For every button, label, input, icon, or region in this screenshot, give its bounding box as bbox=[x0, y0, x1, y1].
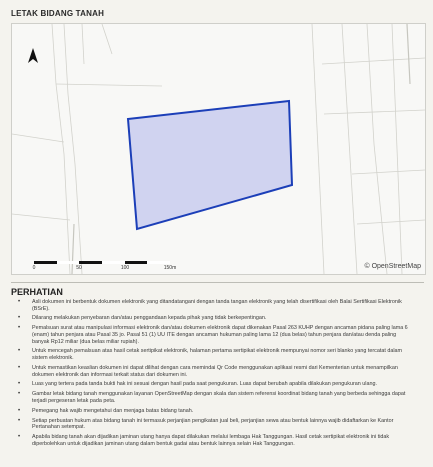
north-arrow-icon bbox=[26, 47, 40, 65]
notice-item: • Luas yang tertera pada tanda bukti hak ini sesuai dengan hasil pada saat pengukuran. Luas dapat berubah apabila dilakukan pengukuran ulang. bbox=[18, 381, 377, 388]
notice-text: Asli dokumen ini berbentuk dokumen elektronik yang ditandatangani dengan tanda tangan elektronik yang telah disertifikasi oleh Balai Sertifikasi Elektronik (BSrE). bbox=[32, 299, 402, 312]
parcel-map[interactable] bbox=[11, 23, 426, 275]
notice-text: Untuk mencegah pemalsuan atas hasil cetak sertipikat elektronik, halaman pertama sertipikat elektronik mempunyai nomor seri blanko yang tercatat dalam sistem elektronik. bbox=[32, 348, 403, 362]
notice-text: Pemalsuan surat atau manipulasi informasi elektronik dan/atau dokumen elektronik dapat dikenakan Pasal 263 KUHP dengan ancaman pidana paling lama 6 (enam) tahun penjara atau Pasal 35 jo. Pasal 51 (1) UU ITE dengan ancaman hukuman paling lama 12 (dua belas) tahun penjara dan/atau denda paling banyak Rp12 miliar (dua belas miliar rupiah). bbox=[32, 325, 408, 345]
notice-text: Pemegang hak wajib mengetahui dan menjaga batas bidang tanah. bbox=[32, 407, 194, 414]
scale-label-50: 50 bbox=[76, 265, 82, 271]
notice-text: Luas yang tertera pada tanda bukti hak ini sesuai dengan hasil pada saat pengukuran. Luas dapat berubah apabila dilakukan pengukuran ulang. bbox=[32, 381, 377, 388]
section-title: LETAK BIDANG TANAH bbox=[11, 9, 105, 18]
notice-title: PERHATIAN bbox=[11, 287, 63, 297]
notice-item: • Untuk mencegah pemalsuan atas hasil cetak sertipikat elektronik, halaman pertama sertipikat elektronik mempunyai nomor seri blanko yang tercatat dalam sistem elektronik. bbox=[18, 348, 403, 362]
map-scale-bar bbox=[34, 261, 194, 273]
divider bbox=[11, 282, 424, 283]
notice-item: • Untuk memastikan keaslian dokumen ini dapat dilihat dengan cara memindai Qr Code menggunakan aplikasi resmi dari Kementerian untuk menampilkan dokumen elektronik dan informasi terkait status dari dokumen ini. bbox=[18, 364, 398, 378]
notice-item: • Gambar letak bidang tanah menggunakan layanan OpenStreetMap dengan skala dan sistem referensi koordinat bidang tanah yang berbeda sehingga dapat terjadi pergeseran letak pada peta. bbox=[18, 391, 406, 404]
notice-item: • Dilarang melakukan penyebaran dan/atau penggandaan kepada pihak yang tidak berkepentingan. bbox=[18, 315, 267, 322]
notice-item: • Apabila bidang tanah akan dijadikan jaminan utang hanya dapat dilakukan melalui lembaga Hak Tanggungan. Hasil cetak sertipikat elektronik ini tidak diperbolehkan untuk dijadikan jaminan utang dalam bentuk gadai atau bentuk lainnya selain Hak Tanggungan. bbox=[18, 434, 390, 447]
notice-text: Dilarang melakukan penyebaran dan/atau penggandaan kepada pihak yang tidak berkepentingan. bbox=[32, 315, 267, 322]
notice-item: • Setiap perbuatan hukum atas bidang tanah ini termasuk perjanjian pengikatan jual beli, perjanjian sewa atau bentuk lainnya wajib didaftarkan ke Kantor Pertanahan setempat. bbox=[18, 417, 394, 431]
scale-label-100: 100 bbox=[120, 265, 130, 271]
scale-label-0: 0 bbox=[32, 265, 36, 271]
notice-item: • Pemegang hak wajib mengetahui dan menjaga batas bidang tanah. bbox=[18, 407, 194, 414]
notice-text: Gambar letak bidang tanah menggunakan layanan OpenStreetMap dengan skala dan sistem referensi koordinat bidang tanah yang berbeda sehingga dapat terjadi pergeseran letak pada peta. bbox=[32, 391, 406, 404]
map-attribution[interactable]: © OpenStreetMap bbox=[364, 263, 421, 270]
notice-text: Setiap perbuatan hukum atas bidang tanah ini termasuk perjanjian pengikatan jual beli, perjanjian sewa atau bentuk lainnya wajib didaftarkan ke Kantor Pertanahan setempat. bbox=[32, 417, 394, 431]
land-parcel bbox=[128, 101, 292, 229]
notice-list bbox=[11, 299, 414, 451]
notice-item: • Asli dokumen ini berbentuk dokumen elektronik yang ditandatangani dengan tanda tangan elektronik yang telah disertifikasi oleh Balai Sertifikasi Elektronik (BSrE). bbox=[18, 299, 402, 312]
scale-label-150: 150m bbox=[163, 265, 177, 271]
map-base bbox=[12, 24, 425, 274]
notice-item: • Pemalsuan surat atau manipulasi informasi elektronik dan/atau dokumen elektronik dapat dikenakan Pasal 263 KUHP dengan ancaman pidana paling lama 6 (enam) tahun penjara atau Pasal 35 jo. Pasal 51 (1) UU ITE dengan ancaman hukuman paling lama 12 (dua belas) tahun penjara dan/atau denda paling banyak Rp12 miliar (dua belas miliar rupiah). bbox=[18, 325, 408, 345]
notice-text: Apabila bidang tanah akan dijadikan jaminan utang hanya dapat dilakukan melalui lembaga Hak Tanggungan. Hasil cetak sertipikat elektronik ini tidak diperbolehkan untuk dijadikan jaminan utang dalam bentuk gadai atau bentuk lainnya selain Hak Tanggungan. bbox=[32, 434, 390, 447]
notice-text: Untuk memastikan keaslian dokumen ini dapat dilihat dengan cara memindai Qr Code menggunakan aplikasi resmi dari Kementerian untuk menampilkan dokumen elektronik dan informasi terkait status dari dokumen ini. bbox=[32, 364, 398, 378]
